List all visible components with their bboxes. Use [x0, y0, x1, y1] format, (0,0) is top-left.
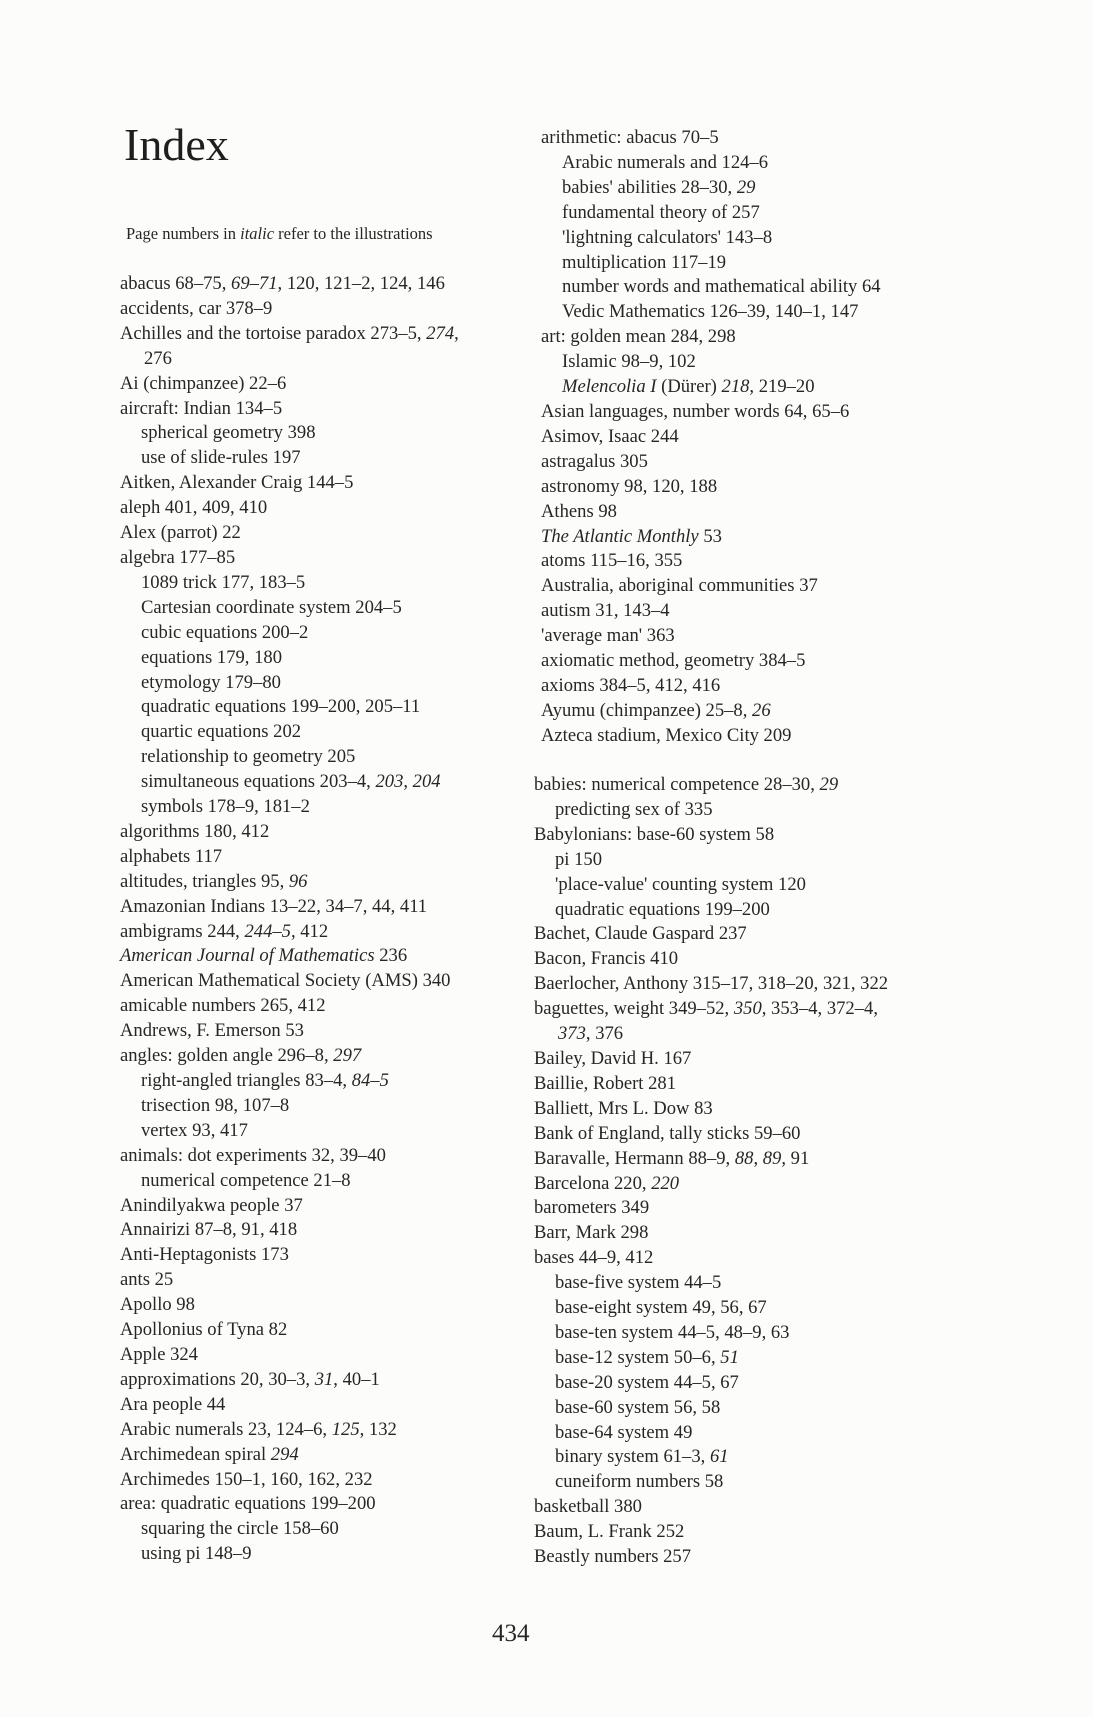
- italic-page-ref: 297: [333, 1045, 362, 1067]
- index-entry: [120, 297, 459, 322]
- index-entry: [120, 322, 459, 347]
- entry-text: Apollonius of Tyna 82: [120, 1319, 288, 1341]
- index-entry: [120, 372, 459, 397]
- index-subentry: [541, 176, 881, 201]
- index-entry: [541, 599, 881, 624]
- entry-text: animals: dot experiments 32, 39–40: [120, 1144, 386, 1166]
- index-subentry: [534, 1271, 888, 1296]
- entry-text: babies: numerical competence 28–30,: [534, 774, 820, 795]
- index-entry: [541, 500, 881, 525]
- entry-text: alphabets 117: [120, 845, 223, 867]
- entry-text: Athens 98: [541, 500, 617, 522]
- entry-text: binary system 61–3,: [555, 1446, 710, 1468]
- entry-text: Bachet, Claude Gaspard 237: [534, 923, 747, 945]
- index-subentry: [120, 1169, 459, 1194]
- index-entry: [120, 1418, 459, 1443]
- index-subentry: [534, 798, 888, 823]
- entry-text: predicting sex of 335: [555, 798, 713, 820]
- entry-text: base-eight system 49, 56, 67: [555, 1297, 767, 1319]
- italic-page-ref: Melencolia I: [562, 376, 657, 398]
- index-entry: [534, 1520, 888, 1545]
- index-entry-continuation: [534, 1022, 888, 1047]
- italic-page-ref: 89: [762, 1147, 782, 1169]
- index-subentry: [534, 848, 888, 873]
- index-column-left: [120, 272, 459, 1567]
- entry-text: Babylonians: base-60 system 58: [534, 823, 775, 845]
- index-entry: [541, 325, 881, 350]
- index-entry: [534, 1072, 888, 1097]
- index-subentry: [120, 596, 459, 621]
- index-subentry: [541, 226, 881, 251]
- entry-text: Asian languages, number words 64, 65–6: [541, 400, 850, 422]
- entry-text: Apple 324: [120, 1343, 198, 1365]
- entry-text: babies' abilities 28–30,: [562, 176, 737, 198]
- index-entry: [541, 574, 881, 599]
- italic-page-ref: 274: [426, 322, 455, 344]
- entry-text: astronomy 98, 120, 188: [541, 475, 718, 497]
- index-entry: [534, 1172, 888, 1197]
- index-entry: [120, 1044, 459, 1069]
- index-entry: [120, 1194, 459, 1219]
- entry-text: , 120, 121–2, 124, 146: [277, 273, 445, 294]
- italic-page-ref: 29: [819, 774, 839, 795]
- entry-text: Apollo 98: [120, 1294, 195, 1316]
- index-entry: [541, 126, 881, 151]
- entry-text: Andrews, F. Emerson 53: [120, 1020, 304, 1042]
- entry-text: abacus 68–75,: [120, 273, 232, 294]
- entry-text: basketball 380: [534, 1496, 642, 1518]
- entry-text: Amazonian Indians 13–22, 34–7, 44, 411: [120, 895, 428, 917]
- index-entry: [541, 624, 881, 649]
- index-entry: [541, 724, 881, 749]
- entry-text: Australia, aboriginal communities 37: [541, 575, 818, 597]
- entry-text: quartic equations 202: [141, 721, 302, 743]
- entry-text: ,: [454, 322, 459, 344]
- entry-text: ,: [403, 771, 413, 793]
- italic-page-ref: 220: [651, 1172, 680, 1194]
- italic-page-ref: 125: [331, 1418, 360, 1440]
- entry-text: axioms 384–5, 412, 416: [541, 674, 721, 696]
- entry-text: altitudes, triangles 95,: [120, 870, 289, 892]
- entry-text: Arabic numerals and 124–6: [562, 151, 769, 173]
- index-entry: [120, 944, 459, 969]
- italic-page-ref: 244–5: [244, 920, 291, 942]
- index-subentry: [120, 720, 459, 745]
- entry-text: Aitken, Alexander Craig 144–5: [120, 472, 354, 494]
- entry-text: Ara people 44: [120, 1393, 226, 1415]
- index-entry: [120, 397, 459, 422]
- entry-text: , 91: [781, 1147, 810, 1169]
- entry-text: quadratic equations 199–200, 205–11: [141, 696, 421, 718]
- entry-text: relationship to geometry 205: [141, 746, 356, 768]
- entry-text: Beastly numbers 257: [534, 1546, 691, 1568]
- index-entry: [120, 1393, 459, 1418]
- italic-page-ref: 29: [736, 176, 756, 198]
- entry-text: 'average man' 363: [541, 625, 675, 647]
- entry-text: base-20 system 44–5, 67: [555, 1371, 739, 1393]
- index-entry: [541, 425, 881, 450]
- entry-text: approximations 20, 30–3,: [120, 1368, 315, 1390]
- index-entry: [120, 920, 459, 945]
- index-subentry: [541, 151, 881, 176]
- entry-text: cuneiform numbers 58: [555, 1471, 724, 1493]
- entry-text: Ai (chimpanzee) 22–6: [120, 372, 287, 394]
- entry-text: Azteca stadium, Mexico City 209: [541, 724, 792, 746]
- entry-text: algorithms 180, 412: [120, 820, 270, 842]
- index-entry: [541, 674, 881, 699]
- entry-text: , 219–20: [749, 376, 815, 398]
- entry-text: angles: golden angle 296–8,: [120, 1045, 334, 1067]
- index-entry: [120, 1019, 459, 1044]
- index-entry: [541, 649, 881, 674]
- index-subentry: [120, 1069, 459, 1094]
- index-entry: [120, 1144, 459, 1169]
- entry-text: 276: [144, 347, 172, 369]
- italic-page-ref: 96: [288, 870, 308, 892]
- entry-text: cubic equations 200–2: [141, 621, 309, 643]
- entry-text: Barr, Mark 298: [534, 1222, 649, 1244]
- index-subentry: [120, 671, 459, 696]
- index-entry: [534, 1047, 888, 1072]
- index-entry: [541, 450, 881, 475]
- entry-text: Baillie, Robert 281: [534, 1072, 677, 1094]
- italic-page-ref: 218: [721, 376, 750, 398]
- entry-text: use of slide-rules 197: [141, 447, 301, 469]
- entry-text: ,: [753, 1147, 763, 1169]
- entry-text: Alex (parrot) 22: [120, 522, 241, 544]
- index-subentry: [120, 1542, 459, 1567]
- entry-text: ambigrams 244,: [120, 920, 245, 942]
- index-entry: [534, 1246, 888, 1271]
- entry-text: fundamental theory of 257: [562, 201, 760, 223]
- index-subentry: [120, 1517, 459, 1542]
- entry-text: Page numbers in: [126, 224, 241, 243]
- entry-text: Bank of England, tally sticks 59–60: [534, 1122, 801, 1144]
- entry-text: (Dürer): [656, 376, 722, 398]
- entry-text: Achilles and the tortoise paradox 273–5,: [120, 322, 427, 344]
- entry-text: , 376: [585, 1023, 624, 1045]
- entry-text: , 132: [359, 1418, 397, 1440]
- entry-text: 236: [374, 945, 408, 967]
- entry-text: Vedic Mathematics 126–39, 140–1, 147: [562, 301, 859, 323]
- entry-text: base-12 system 50–6,: [555, 1346, 721, 1368]
- index-entry: [534, 972, 888, 997]
- index-entry: [120, 471, 459, 496]
- index-subentry: [120, 695, 459, 720]
- entry-text: axiomatic method, geometry 384–5: [541, 650, 806, 672]
- index-column-right-a-entries: [541, 126, 881, 749]
- index-entry: [541, 549, 881, 574]
- index-entry: [120, 496, 459, 521]
- italic-note: [126, 224, 433, 244]
- entry-text: 'lightning calculators' 143–8: [562, 226, 773, 248]
- entry-text: arithmetic: abacus 70–5: [541, 127, 719, 148]
- index-entry: [120, 1368, 459, 1393]
- entry-text: quadratic equations 199–200: [555, 898, 770, 920]
- entry-text: base-ten system 44–5, 48–9, 63: [555, 1321, 790, 1343]
- entry-text: astragalus 305: [541, 450, 648, 472]
- index-subentry: [120, 745, 459, 770]
- italic-page-ref: 51: [720, 1346, 739, 1368]
- entry-text: algebra 177–85: [120, 546, 236, 568]
- index-subentry: [120, 421, 459, 446]
- index-subentry: [534, 1421, 888, 1446]
- index-entry: [534, 1147, 888, 1172]
- italic-page-ref: italic: [240, 224, 275, 243]
- entry-text: Cartesian coordinate system 204–5: [141, 596, 402, 618]
- index-entry: [534, 1122, 888, 1147]
- index-entry: [120, 521, 459, 546]
- index-entry: [120, 272, 459, 297]
- index-entry: [534, 1097, 888, 1122]
- entry-text: Annairizi 87–8, 91, 418: [120, 1219, 298, 1241]
- index-subentry: [534, 1445, 888, 1470]
- italic-page-ref: 69–71: [231, 273, 278, 294]
- index-entry: [120, 1243, 459, 1268]
- entry-text: Balliett, Mrs L. Dow 83: [534, 1097, 713, 1119]
- entry-text: , 412: [290, 920, 329, 942]
- index-entry: [541, 400, 881, 425]
- italic-page-ref: 350: [733, 998, 762, 1020]
- index-subentry: [120, 446, 459, 471]
- entry-text: American Mathematical Society (AMS) 340: [120, 970, 451, 992]
- index-entry: [120, 1293, 459, 1318]
- italic-page-ref: The Atlantic Monthly: [541, 525, 699, 547]
- index-subentry: [534, 1396, 888, 1421]
- index-subentry: [541, 201, 881, 226]
- entry-text: refer to the illustrations: [274, 224, 433, 243]
- entry-text: aircraft: Indian 134–5: [120, 397, 283, 419]
- index-subentry: [120, 1119, 459, 1144]
- italic-page-ref: 26: [752, 699, 771, 721]
- index-entry: [120, 895, 459, 920]
- entry-text: squaring the circle 158–60: [141, 1518, 339, 1540]
- index-subentry: [120, 770, 459, 795]
- entry-text: trisection 98, 107–8: [141, 1094, 290, 1116]
- index-entry: [120, 1468, 459, 1493]
- index-entry: [534, 1545, 888, 1570]
- entry-text: pi 150: [555, 848, 603, 870]
- entry-text: art: golden mean 284, 298: [541, 326, 736, 348]
- index-subentry: [120, 646, 459, 671]
- index-subentry: [534, 1296, 888, 1321]
- entry-text: , 40–1: [333, 1368, 380, 1390]
- entry-text: right-angled triangles 83–4,: [141, 1070, 352, 1091]
- entry-text: Archimedes 150–1, 160, 162, 232: [120, 1468, 373, 1490]
- italic-page-ref: 31: [314, 1368, 334, 1390]
- index-entry: [534, 922, 888, 947]
- index-entry: [120, 546, 459, 571]
- index-subentry: [534, 1346, 888, 1371]
- index-entry: [120, 1492, 459, 1517]
- entry-text: Ayumu (chimpanzee) 25–8,: [541, 699, 753, 721]
- index-subentry: [534, 1371, 888, 1396]
- index-subentry: [541, 350, 881, 375]
- index-entry: [120, 994, 459, 1019]
- entry-text: equations 179, 180: [141, 646, 282, 668]
- entry-text: accidents, car 378–9: [120, 297, 273, 319]
- entry-text: Baum, L. Frank 252: [534, 1521, 685, 1543]
- index-entry: [534, 1495, 888, 1520]
- italic-page-ref: 61: [709, 1446, 729, 1468]
- entry-text: autism 31, 143–4: [541, 600, 670, 622]
- italic-page-ref: 88: [734, 1147, 754, 1169]
- index-subentry: [120, 795, 459, 820]
- index-entry: [120, 969, 459, 994]
- entry-text: number words and mathematical ability 64: [562, 276, 881, 298]
- entry-text: Barcelona 220,: [534, 1172, 652, 1194]
- index-entry: [120, 1218, 459, 1243]
- italic-page-ref: 294: [270, 1443, 299, 1465]
- entry-text: Asimov, Isaac 244: [541, 425, 679, 447]
- entry-text: base-five system 44–5: [555, 1272, 722, 1294]
- italic-page-ref: 203: [375, 771, 404, 793]
- entry-text: Baravalle, Hermann 88–9,: [534, 1147, 735, 1169]
- entry-text: etymology 179–80: [141, 671, 281, 693]
- index-entry: [120, 845, 459, 870]
- entry-text: Archimedean spiral: [120, 1443, 271, 1465]
- entry-text: base-60 system 56, 58: [555, 1396, 721, 1418]
- entry-text: Bacon, Francis 410: [534, 948, 679, 970]
- entry-text: Bailey, David H. 167: [534, 1047, 692, 1069]
- italic-page-ref: 84–5: [351, 1070, 389, 1091]
- page-title: Index: [124, 119, 229, 170]
- index-subentry: [120, 621, 459, 646]
- index-subentry: [120, 1094, 459, 1119]
- entry-text: baguettes, weight 349–52,: [534, 998, 734, 1020]
- entry-text: atoms 115–16, 355: [541, 550, 683, 572]
- index-entry: [120, 870, 459, 895]
- italic-page-ref: 204: [412, 771, 441, 793]
- index-subentry: [534, 898, 888, 923]
- index-entry: [120, 1268, 459, 1293]
- index-entry: [541, 525, 881, 550]
- italic-page-ref: American Journal of Mathematics: [120, 945, 375, 967]
- index-column-right-b-entries: [534, 773, 888, 1570]
- entry-text: Anindilyakwa people 37: [120, 1194, 303, 1216]
- index-subentry: [120, 571, 459, 596]
- entry-text: simultaneous equations 203–4,: [141, 771, 376, 793]
- entry-text: area: quadratic equations 199–200: [120, 1493, 376, 1515]
- index-subentry: [541, 275, 881, 300]
- index-entry-continuation: [120, 347, 459, 372]
- entry-text: base-64 system 49: [555, 1421, 693, 1443]
- entry-text: spherical geometry 398: [141, 422, 316, 444]
- index-entry: [534, 1221, 888, 1246]
- index-subentry: [534, 1470, 888, 1495]
- index-entry: [534, 773, 888, 798]
- entry-text: aleph 401, 409, 410: [120, 497, 268, 519]
- entry-text: 'place-value' counting system 120: [555, 873, 806, 895]
- entry-text: Baerlocher, Anthony 315–17, 318–20, 321, 322: [534, 973, 889, 995]
- italic-page-ref: 373: [558, 1023, 586, 1045]
- index-entry: [120, 1343, 459, 1368]
- index-subentry: [534, 873, 888, 898]
- entry-text: ants 25: [120, 1269, 174, 1291]
- index-subentry: [534, 1321, 888, 1346]
- page-number: 434: [492, 1620, 530, 1647]
- entry-text: , 353–4, 372–4,: [761, 998, 878, 1020]
- entry-text: vertex 93, 417: [141, 1119, 248, 1141]
- index-entry: [120, 1318, 459, 1343]
- entry-text: barometers 349: [534, 1197, 650, 1219]
- index-entry: [534, 1196, 888, 1221]
- index-entry: [541, 699, 881, 724]
- index-entry: [534, 823, 888, 848]
- index-entry: [120, 820, 459, 845]
- index-subentry: [541, 300, 881, 325]
- index-entry: [120, 1443, 459, 1468]
- entry-text: 53: [698, 525, 722, 547]
- entry-text: Islamic 98–9, 102: [562, 351, 696, 373]
- index-subentry: [541, 251, 881, 276]
- entry-text: Arabic numerals 23, 124–6,: [120, 1418, 332, 1440]
- entry-text: Anti-Heptagonists 173: [120, 1244, 289, 1266]
- index-entry: [534, 947, 888, 972]
- index-entry: [541, 475, 881, 500]
- entry-text: using pi 148–9: [141, 1543, 252, 1565]
- index-entry: [534, 997, 888, 1022]
- entry-text: bases 44–9, 412: [534, 1247, 654, 1269]
- entry-text: symbols 178–9, 181–2: [141, 796, 310, 818]
- entry-text: 1089 trick 177, 183–5: [141, 571, 306, 593]
- entry-text: numerical competence 21–8: [141, 1169, 351, 1191]
- index-subentry: [541, 375, 881, 400]
- entry-text: amicable numbers 265, 412: [120, 995, 326, 1017]
- entry-text: multiplication 117–19: [562, 251, 727, 273]
